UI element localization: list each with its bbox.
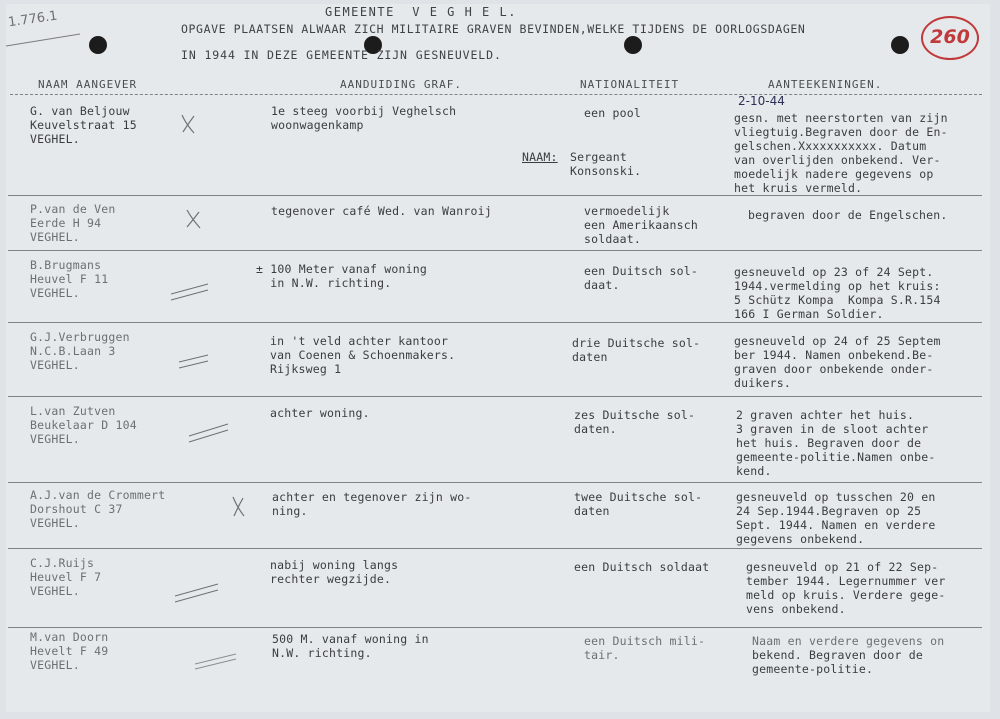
nationality: zes Duitsche sol- <box>574 408 696 422</box>
row-separator <box>8 548 982 549</box>
notes: gesneuveld op tusschen 20 en <box>736 490 936 504</box>
reporter-address: Heuvel F 11 <box>30 272 109 286</box>
pencil-double-line-mark <box>168 280 212 302</box>
handwritten-date: 2-10-44 <box>738 94 785 108</box>
notes: gegevens onbekend. <box>736 532 865 546</box>
document-title-line1: OPGAVE PLAATSEN ALWAAR ZICH MILITAIRE GRAVEN BEVINDEN,WELKE TIJDENS DE OORLOGSDAGEN <box>181 22 806 36</box>
grave-location: N.W. richting. <box>272 646 372 660</box>
nationality: drie Duitsche sol- <box>572 336 701 350</box>
notes: gesneuveld op 23 of 24 Sept. <box>734 265 934 279</box>
row-separator <box>8 396 982 397</box>
notes: gesn. met neerstorten van zijn <box>734 111 948 125</box>
grave-location: 500 M. vanaf woning in <box>272 632 429 646</box>
reporter-name: G. van Beljouw <box>30 104 130 118</box>
reporter-name: B.Brugmans <box>30 258 102 272</box>
pencil-double-line-mark <box>186 420 232 446</box>
grave-location: 1e steeg voorbij Veghelsch <box>271 104 457 118</box>
notes: Sept. 1944. Namen en verdere <box>736 518 936 532</box>
pencil-double-line-mark <box>192 650 240 672</box>
notes: duikers. <box>734 376 791 390</box>
punch-hole <box>891 36 909 54</box>
pencil-cross-mark <box>183 207 205 231</box>
notes: gesneuveld op 24 of 25 Septem <box>734 334 941 348</box>
reporter-address: Keuvelstraat 15 <box>30 118 137 132</box>
notes: moedelijk nadere gegevens op <box>734 167 934 181</box>
pencil-cross-mark <box>178 112 200 136</box>
notes: 24 Sep.1944.Begraven op 25 <box>736 504 922 518</box>
punch-hole <box>89 36 107 54</box>
notes: tember 1944. Legernummer ver <box>746 574 946 588</box>
nationality: een pool <box>584 106 641 120</box>
notes: 2 graven achter het huis. <box>736 408 915 422</box>
notes: kend. <box>736 464 772 478</box>
reporter-town: VEGHEL. <box>30 358 80 372</box>
reporter-town: VEGHEL. <box>30 230 80 244</box>
pencil-double-line-mark <box>176 350 212 370</box>
grave-location: achter en tegenover zijn wo- <box>272 490 472 504</box>
notes: gemeente-politie.Namen onbe- <box>736 450 936 464</box>
municipality-heading: GEMEENTE V E G H E L. <box>325 5 517 19</box>
notes: gemeente-politie. <box>752 662 874 676</box>
notes: 1944.vermelding op het kruis: <box>734 279 941 293</box>
row-separator <box>8 482 982 483</box>
nationality: daat. <box>584 278 620 292</box>
soldier-name: Konsonski. <box>570 164 642 178</box>
nationality: een Duitsch soldaat <box>574 560 710 574</box>
nationality: soldaat. <box>584 232 641 246</box>
nationality: daten. <box>574 422 617 436</box>
grave-location: rechter wegzijde. <box>270 572 392 586</box>
row-separator <box>8 195 982 196</box>
notes: gelschen.Xxxxxxxxxxx. Datum <box>734 139 927 153</box>
notes: Naam en verdere gegevens on <box>752 634 945 648</box>
notes: van overlijden onbekend. Ver- <box>734 153 941 167</box>
column-heading-notes: AANTEEKENINGEN. <box>768 78 883 91</box>
notes: gesneuveld op 21 of 22 Sep- <box>746 560 939 574</box>
column-heading-reporter: NAAM AANGEVER <box>38 78 138 91</box>
grave-location: nabij woning langs <box>270 558 399 572</box>
nationality: vermoedelijk <box>584 204 670 218</box>
grave-location: in 't veld achter kantoor <box>270 334 449 348</box>
page-number: 260 <box>930 26 970 48</box>
notes: 166 I German Soldier. <box>734 307 884 321</box>
document-title-line2: IN 1944 IN DEZE GEMEENTE ZIJN GESNEUVELD. <box>181 48 502 62</box>
grave-location: tegenover café Wed. van Wanroij <box>271 204 492 218</box>
reporter-name: A.J.van de Crommert <box>30 488 166 502</box>
notes: 5 Schütz Kompa Kompa S.R.154 <box>734 293 941 307</box>
reporter-name: G.J.Verbruggen <box>30 330 130 344</box>
notes: vens onbekend. <box>746 602 846 616</box>
reporter-town: VEGHEL. <box>30 584 80 598</box>
name-label: NAAM: <box>522 150 558 164</box>
row-separator <box>8 627 982 628</box>
reporter-address: Hevelt F 49 <box>30 644 109 658</box>
grave-location: in N.W. richting. <box>256 276 392 290</box>
pencil-cross-mark <box>228 494 250 520</box>
reporter-town: VEGHEL. <box>30 658 80 672</box>
row-separator <box>8 322 982 323</box>
notes: vliegtuig.Begraven door de En- <box>734 125 948 139</box>
nationality: daten <box>574 504 610 518</box>
pencil-strike <box>4 30 84 50</box>
notes: 3 graven in de sloot achter <box>736 422 929 436</box>
grave-location: ning. <box>272 504 308 518</box>
row-separator <box>8 250 982 251</box>
nationality: een Duitsch sol- <box>584 264 698 278</box>
nationality: twee Duitsche sol- <box>574 490 703 504</box>
reporter-town: VEGHEL. <box>30 286 80 300</box>
notes: graven door onbekende onder- <box>734 362 934 376</box>
reporter-name: L.van Zutven <box>30 404 116 418</box>
reporter-town: VEGHEL. <box>30 432 80 446</box>
nationality: daten <box>572 350 608 364</box>
pencil-double-line-mark <box>172 580 222 606</box>
reporter-address: Beukelaar D 104 <box>30 418 137 432</box>
nationality: een Amerikaansch <box>584 218 698 232</box>
header-rule <box>10 94 982 95</box>
reporter-name: P.van de Ven <box>30 202 116 216</box>
grave-location: Rijksweg 1 <box>270 362 342 376</box>
reporter-address: Dorshout C 37 <box>30 502 123 516</box>
punch-hole <box>624 36 642 54</box>
soldier-name: Sergeant <box>570 150 627 164</box>
archive-reference: 1.776.1 <box>7 8 59 31</box>
notes: meld op kruis. Verdere gege- <box>746 588 946 602</box>
reporter-town: VEGHEL. <box>30 132 80 146</box>
reporter-address: N.C.B.Laan 3 <box>30 344 116 358</box>
reporter-name: C.J.Ruijs <box>30 556 95 570</box>
grave-location: achter woning. <box>270 406 370 420</box>
nationality: een Duitsch mili- <box>584 634 706 648</box>
grave-location: van Coenen & Schoenmakers. <box>270 348 456 362</box>
notes: begraven door de Engelschen. <box>748 208 948 222</box>
notes: bekend. Begraven door de <box>752 648 923 662</box>
column-heading-grave: AANDUIDING GRAF. <box>340 78 462 91</box>
reporter-name: M.van Doorn <box>30 630 109 644</box>
reporter-town: VEGHEL. <box>30 516 80 530</box>
reporter-address: Heuvel F 7 <box>30 570 102 584</box>
notes: ber 1944. Namen onbekend.Be- <box>734 348 934 362</box>
nationality: tair. <box>584 648 620 662</box>
reporter-address: Eerde H 94 <box>30 216 102 230</box>
column-heading-nationality: NATIONALITEIT <box>580 78 680 91</box>
grave-location: woonwagenkamp <box>271 118 364 132</box>
page-number-stamp <box>921 16 979 60</box>
grave-location: ± 100 Meter vanaf woning <box>256 262 427 276</box>
notes: het kruis vermeld. <box>734 181 863 195</box>
notes: het huis. Begraven door de <box>736 436 922 450</box>
